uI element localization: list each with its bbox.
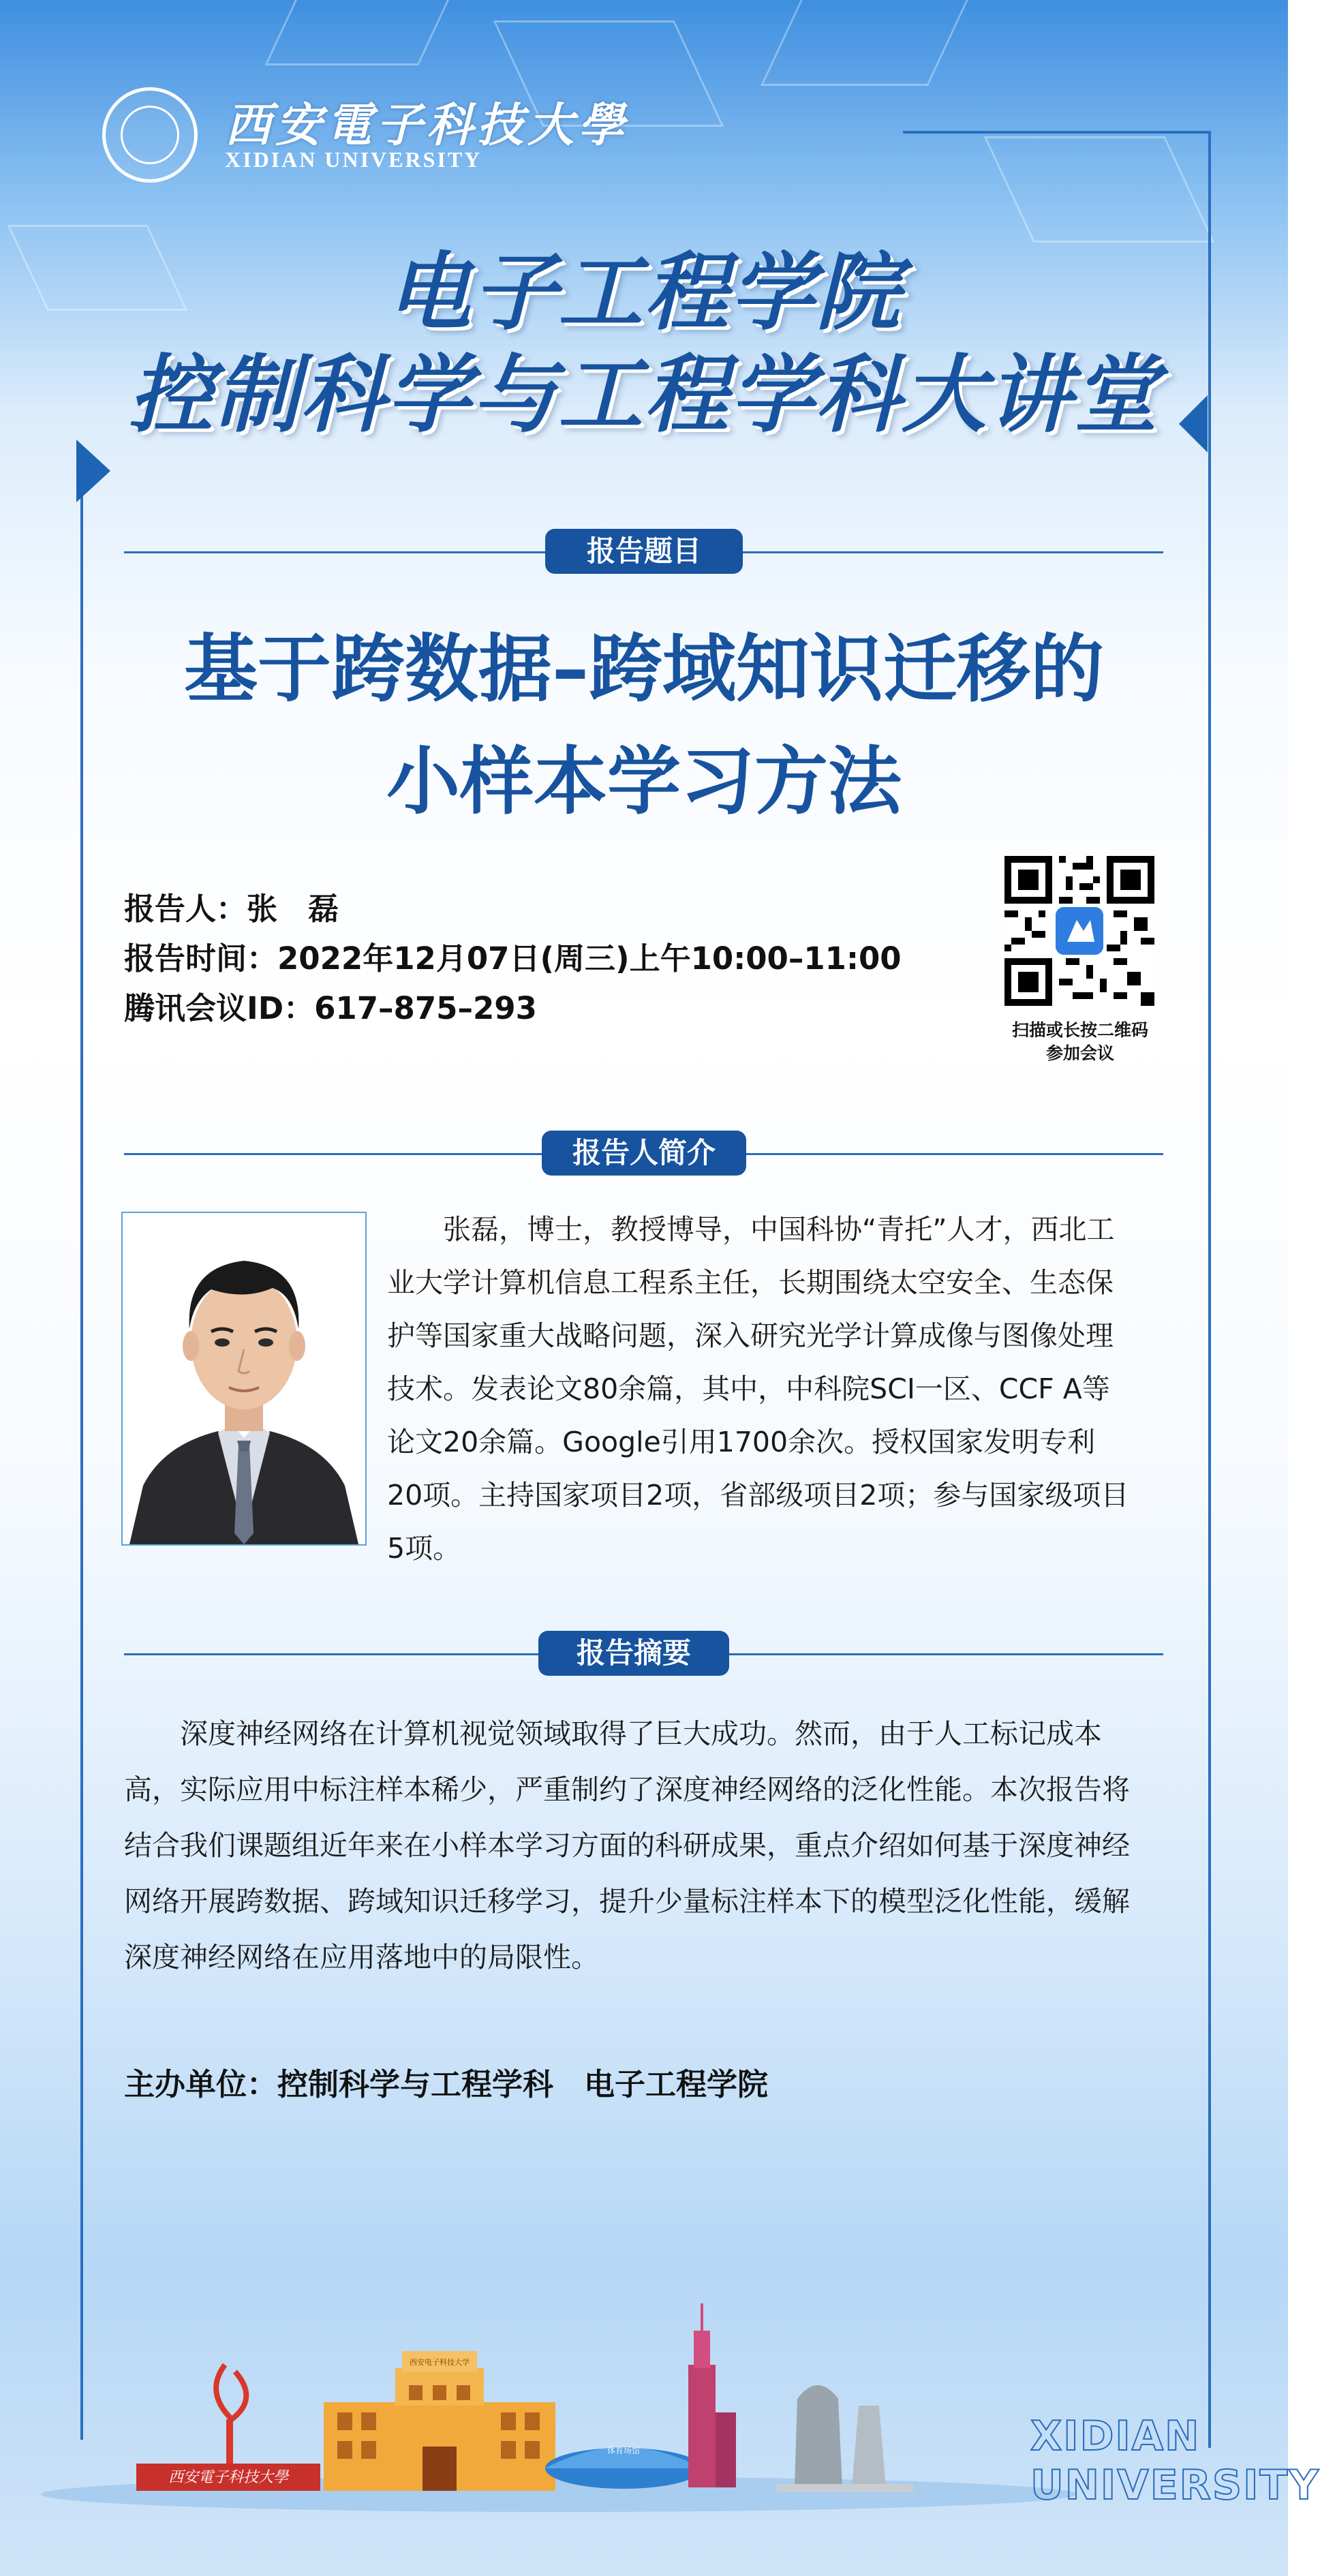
bio-line: 技术。发表论文80余篇，其中，中科院SCI一区、CCF A等 <box>387 1373 1110 1405</box>
qr-caption-line-1: 扫描或长按二维码 <box>1011 1020 1148 1040</box>
speaker-bio <box>387 1203 1164 1575</box>
report-title-line-2: 小样本学习方法 <box>386 739 902 825</box>
university-emblem-icon <box>102 87 198 183</box>
watermark-line-2: UNIVERSITY <box>1030 2462 1320 2509</box>
abstract-line: 深度神经网络在应用落地中的局限性。 <box>124 1941 599 1974</box>
speaker-photo <box>121 1212 367 1546</box>
speaker-bio-badge: 报告人简介 <box>542 1131 746 1176</box>
hex-decoration <box>264 0 461 65</box>
abstract-badge: 报告摘要 <box>538 1631 729 1676</box>
frame-line-right <box>1208 131 1211 2448</box>
abstract-line: 深度神经网络在计算机视觉领域取得了巨大成功。然而，由于人工标记成本 <box>124 1717 1102 1750</box>
report-time: 报告时间：2022年12月07日(周三)上午10:00–11:00 <box>124 940 902 977</box>
topic-badge: 报告题目 <box>545 529 743 574</box>
abstract-line: 结合我们课题组近年来在小样本学习方面的科研成果，重点介绍如何基于深度神经 <box>124 1829 1130 1862</box>
abstract-line: 网络开展跨数据、跨域知识迁移学习，提升少量标注样本下的模型泛化性能，缓解 <box>124 1885 1130 1918</box>
watermark-line-1: XIDIAN <box>1030 2412 1201 2460</box>
meeting-id: 腾讯会议ID：617–875–293 <box>124 990 537 1026</box>
stadium-sign: 体育场馆 <box>607 2446 641 2455</box>
university-name-en: XIDIAN UNIVERSITY <box>225 147 482 172</box>
bio-line: 业大学计算机信息工程系主任，长期围绕太空安全、生态保 <box>387 1266 1114 1299</box>
speaker-name: 报告人：张 磊 <box>124 891 339 927</box>
building-sign: 西安电子科技大学 <box>410 2358 470 2367</box>
university-name-cn: 西安電子科技大學 <box>225 98 629 153</box>
title-line-2: 控制科学与工程学科大讲堂 <box>128 346 1159 444</box>
bio-line: 张磊，博士，教授博导，中国科协“青托”人才，西北工 <box>387 1213 1115 1246</box>
host-organizer: 主办单位：控制科学与工程学科 电子工程学院 <box>124 2066 769 2102</box>
frame-line-top <box>903 131 1210 134</box>
report-title-line-1: 基于跨数据–跨域知识迁移的 <box>183 627 1104 712</box>
abstract-line: 高，实际应用中标注样本稀少，严重制约了深度神经网络的泛化性能。本次报告将 <box>124 1773 1130 1806</box>
bio-line: 护等国家重大战略问题，深入研究光学计算成像与图像处理 <box>387 1319 1114 1352</box>
bio-line: 论文20余篇。Google引用1700余次。授权国家发明专利 <box>387 1426 1096 1458</box>
title-line-1: 电子工程学院 <box>386 244 902 342</box>
triangle-marker-left <box>76 440 110 502</box>
abstract-text <box>124 1706 1167 1985</box>
qr-code-icon[interactable] <box>1004 856 1154 1006</box>
hex-decoration <box>761 0 974 86</box>
bio-line: 5项。 <box>387 1532 461 1565</box>
bio-line: 20项。主持国家项目2项，省部级项目2项；参与国家级项目 <box>387 1479 1129 1512</box>
qr-caption-line-2: 参加会议 <box>1045 1043 1114 1063</box>
campus-sign-label: 西安電子科技大學 <box>168 2469 289 2486</box>
